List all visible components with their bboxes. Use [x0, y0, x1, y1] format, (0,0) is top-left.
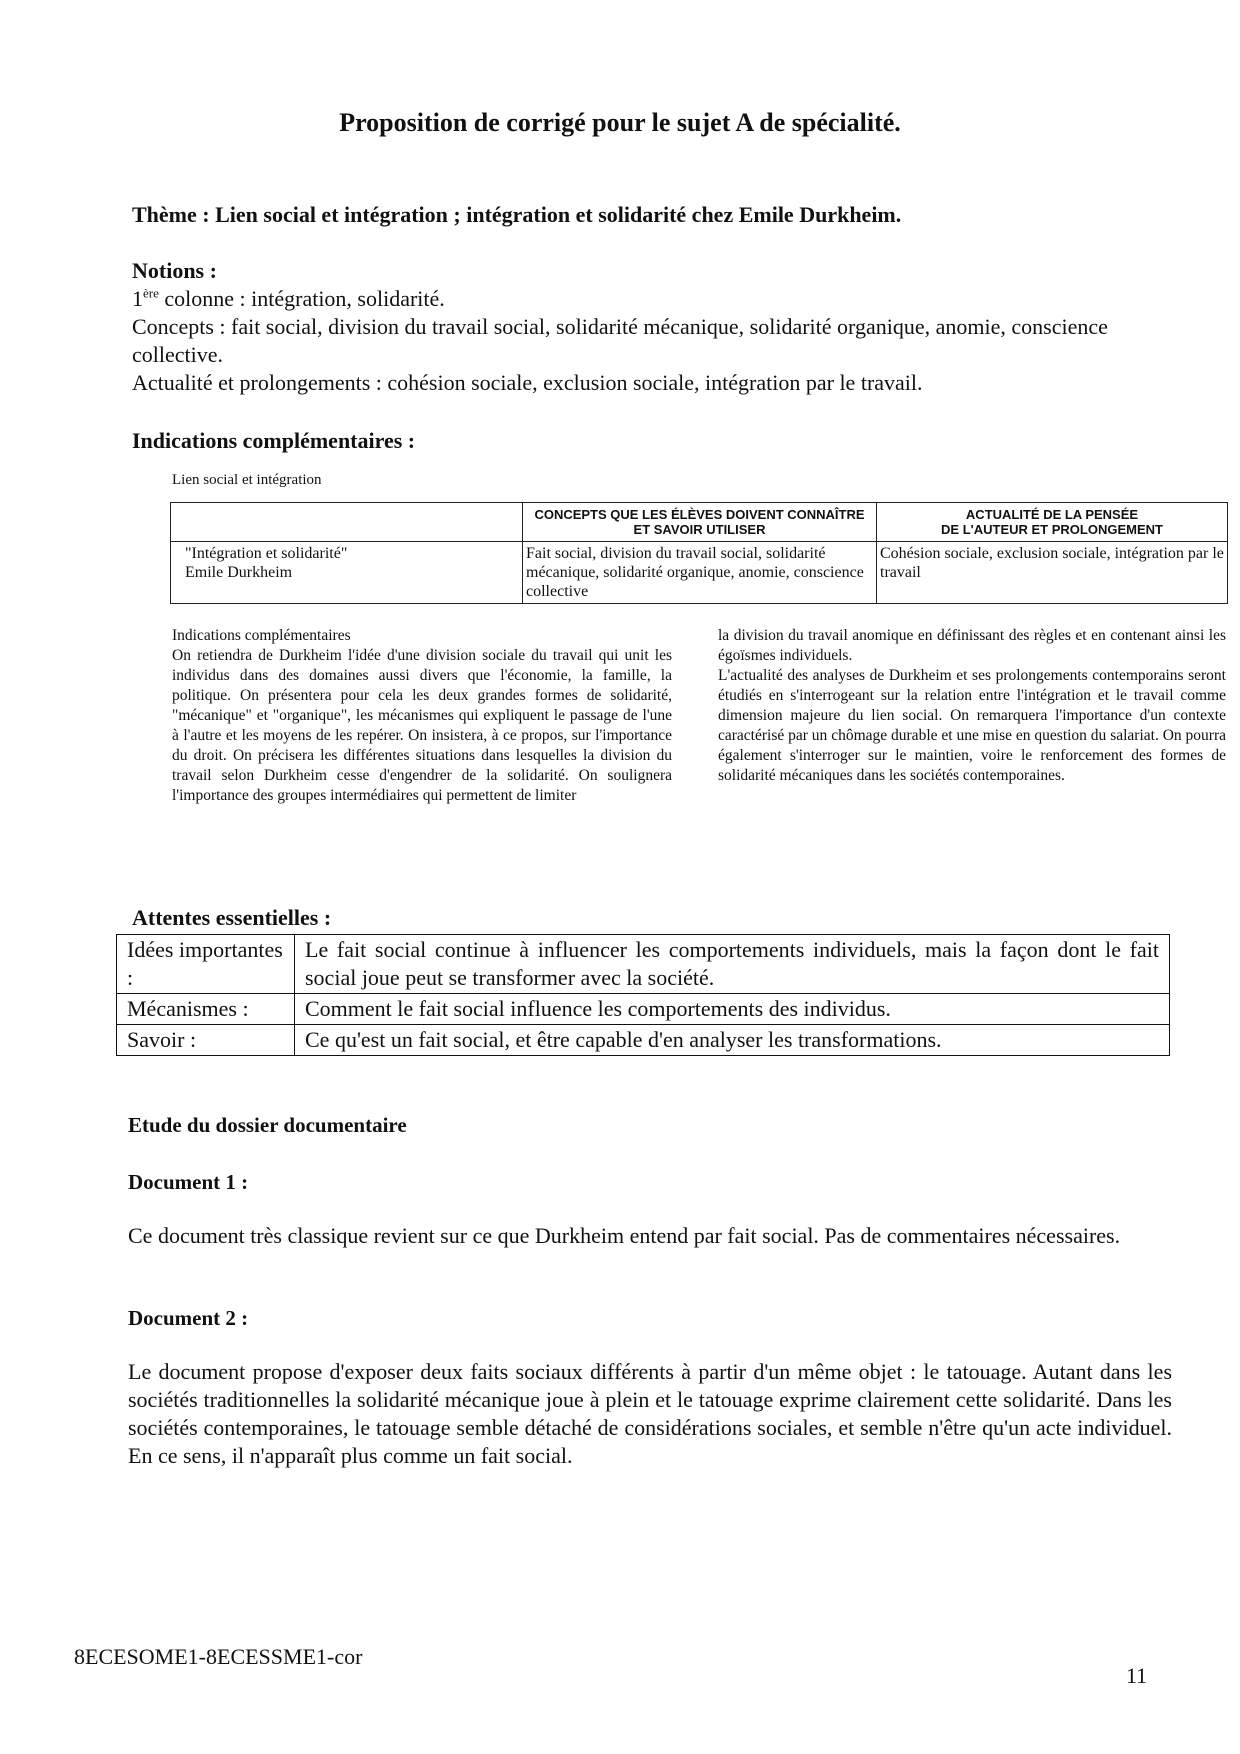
program-table	[170, 502, 1228, 604]
footer-code: 8ECESOME1-8ECESSME1-cor	[74, 1644, 363, 1669]
notions-heading: Notions :	[132, 258, 217, 283]
insert-text-right: la division du travail anomique en définissant des règles et en contenant ainsi les égoïsmes individuels. L'actualité des analyses de Durkheim et ses prolongements contemporains seront étudiés en s'interrogeant sur la relation entre l'intégration et le travail comme dimension majeure du lien social. On remarquera l'importance d'un contexte caractérisé par un chômage durable et une mise en question du salariat. On pourra également s'interroger sur le maintien, voire le renforcement des formes de solidarité mécaniques dans les sociétés contemporaines.	[718, 627, 1226, 784]
notions-line-1: 1ère colonne : intégration, solidarité.	[132, 285, 445, 311]
attentes-key: Savoir :	[117, 1025, 295, 1056]
etude-heading: Etude du dossier documentaire	[128, 1113, 407, 1137]
document-2-text: Le document propose d'exposer deux faits sociaux différents à partir d'un même objet : le tatouage. Autant dans les sociétés traditionnelles la solidarité mécanique joue à plein et le tatouage exprime clairement cette solidarité. Dans les sociétés contemporaines, le tatouage semble détaché de considérations sociales, et semble n'être qu'un acte individuel. En ce sens, il n'apparaît plus comme un fait social.	[128, 1359, 1172, 1468]
table-row	[117, 1025, 1170, 1056]
notions-line-2: Concepts : fait social, division du travail social, solidarité mécanique, solidarité organique, anomie, conscience collective.	[132, 314, 1108, 367]
program-header-actualite: ACTUALITÉ DE LA PENSÉE DE L'AUTEUR ET PROLONGEMENT	[877, 503, 1228, 542]
notions-list	[132, 285, 1162, 397]
document-2-heading: Document 2 :	[128, 1306, 249, 1330]
attentes-key: Idées importantes :	[117, 935, 295, 994]
page-title: Proposition de corrigé pour le sujet A de spécialité.	[339, 108, 901, 137]
program-header-empty	[171, 503, 523, 542]
table-row	[117, 935, 1170, 994]
attentes-heading: Attentes essentielles :	[132, 905, 332, 930]
document-1-text: Ce document très classique revient sur ce que Durkheim entend par fait social. Pas de commentaires nécessaires.	[128, 1223, 1121, 1248]
program-cell-concepts: Fait social, division du travail social, solidarité mécanique, solidarité organique, anomie, conscience collective	[523, 542, 877, 604]
insert-caption: Lien social et intégration	[172, 472, 322, 488]
attentes-value: Comment le fait social influence les comportements des individus.	[295, 994, 1170, 1025]
program-cell-actualite: Cohésion sociale, exclusion sociale, intégration par le travail	[877, 542, 1228, 604]
attentes-table	[116, 934, 1170, 1056]
program-cell-theme: "Intégration et solidarité" Emile Durkheim	[171, 542, 523, 604]
attentes-value: Ce qu'est un fait social, et être capable d'en analyser les transformations.	[295, 1025, 1170, 1056]
indications-heading: Indications complémentaires :	[132, 428, 416, 453]
program-table-row	[171, 542, 1228, 604]
insert-text-left: Indications complémentaires On retiendra de Durkheim l'idée d'une division sociale du travail qui unit les individus dans des domaines aussi divers que l'économie, la famille, la politique. On présentera pour cela les deux grandes formes de solidarité, "mécanique" et "organique", les mécanismes qui expliquent le passage de l'une à l'autre et les moyens de les repérer. On insistera, à ce propos, sur l'importance du droit. On précisera les différentes situations dans lesquelles la division du travail selon Durkheim cesse d'engendrer de la solidarité. On soulignera l'importance des groupes intermédiaires qui permettent de limiter	[172, 627, 672, 804]
attentes-key: Mécanismes :	[117, 994, 295, 1025]
program-table-header	[171, 503, 1228, 542]
notions-line-3: Actualité et prolongements : cohésion sociale, exclusion sociale, intégration par le travail.	[132, 370, 923, 395]
page-number: 11	[1126, 1663, 1148, 1688]
attentes-value: Le fait social continue à influencer les comportements individuels, mais la façon dont le fait social joue peut se transformer avec la société.	[295, 935, 1170, 994]
document-1-heading: Document 1 :	[128, 1170, 249, 1194]
table-row	[117, 994, 1170, 1025]
program-header-concepts: CONCEPTS QUE LES ÉLÈVES DOIVENT CONNAÎTRE ET SAVOIR UTILISER	[523, 503, 877, 542]
theme-line: Thème : Lien social et intégration ; intégration et solidarité chez Emile Durkheim.	[132, 202, 902, 227]
